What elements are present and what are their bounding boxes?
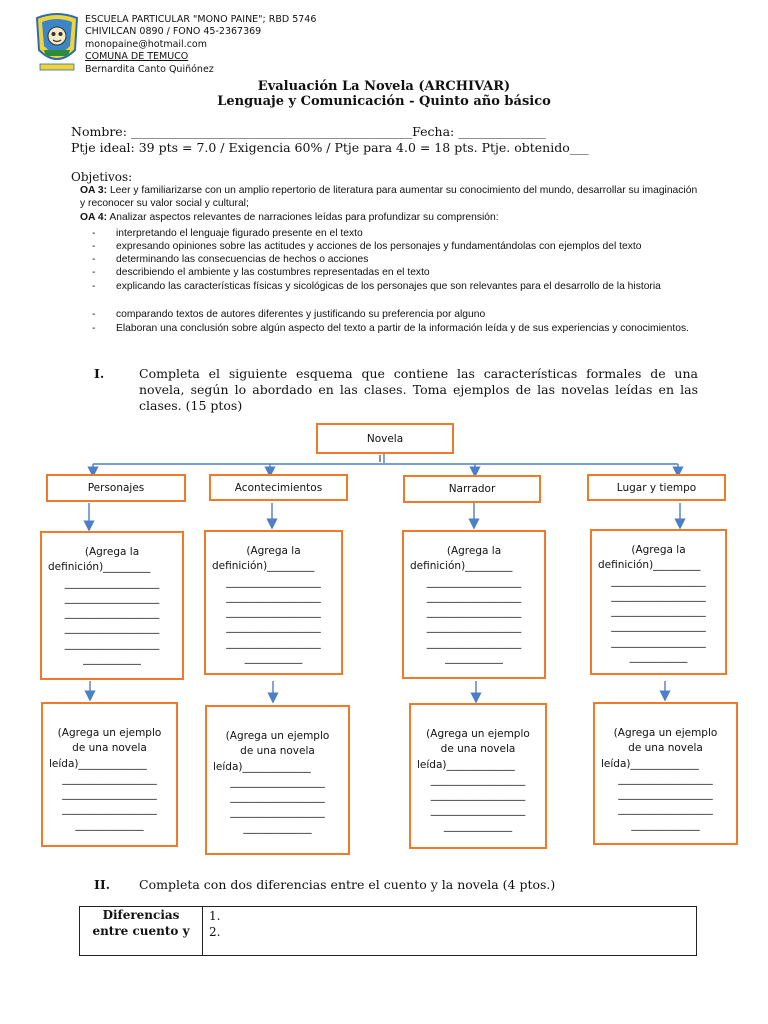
branch-lugar-tiempo: Lugar y tiempo (587, 474, 726, 501)
differences-table (79, 906, 697, 956)
example-box-lugar-tiempo[interactable]: (Agrega un ejemplo de una novela leída)_____________ __________________ __________________ __________________ _____________ (593, 702, 738, 845)
school-name: ESCUELA PARTICULAR "MONO PAINE"; RBD 5746 (85, 14, 317, 25)
objectives-heading: Objetivos: (71, 170, 133, 184)
differences-answers[interactable] (203, 907, 697, 956)
objective-bullet: - describiendo el ambiente y las costumbres representadas en el texto (92, 267, 430, 278)
objective-bullet: - expresando opiniones sobre las actitudes y acciones de los personajes y fundamentándolas con ejemplos del texto (92, 241, 642, 252)
difference-item-1[interactable]: 1. (209, 909, 221, 923)
definition-box-narrador[interactable]: (Agrega la definición)_________ __________________ __________________ __________________ __________________ __________________ ___________ (402, 530, 546, 679)
oa3-text: Leer y familiarizarse con un amplio repertorio de literatura para aumentar su conocimiento del mundo, desarrollar su imaginación y reconocer su valor social y cultural; (80, 185, 698, 209)
example-box-narrador[interactable]: (Agrega un ejemplo de una novela leída)_____________ __________________ __________________ __________________ _____________ (409, 703, 547, 849)
objective-bullet: - explicando las características físicas y sicológicas de los personajes que son relevantes para el desarrollo de la historia (92, 281, 661, 292)
school-email: monopaine@hotmail.com (85, 38, 207, 50)
objective-bullet: - comparando textos de autores diferentes y justificando su preferencia por alguno (92, 309, 486, 320)
section-1-number: I. (94, 366, 105, 381)
name-label: Nombre: (71, 124, 131, 139)
definition-box-acontecimientos[interactable]: (Agrega la definición)_________ __________________ __________________ __________________ __________________ __________________ ___________ (204, 530, 343, 675)
example-box-acontecimientos[interactable]: (Agrega un ejemplo de una novela leída)_____________ __________________ __________________ __________________ _____________ (205, 705, 350, 855)
diagram-root-novela: Novela (316, 423, 454, 454)
branch-narrador: Narrador (403, 475, 541, 503)
objective-bullet: - determinando las consecuencias de hechos o acciones (92, 254, 369, 265)
branch-personajes: Personajes (46, 474, 186, 502)
school-address: CHIVILCAN 0890 / FONO 45-2367369 (85, 26, 262, 38)
page-subtitle: Lenguaje y Comunicación - Quinto año básico (217, 94, 551, 109)
objective-bullet: - interpretando el lenguaje figurado presente en el texto (92, 228, 363, 239)
differences-header: Diferencias entre cuento y (80, 907, 203, 956)
difference-item-2[interactable]: 2. (209, 925, 221, 939)
page-title: Evaluación La Novela (ARCHIVAR) (257, 79, 511, 94)
school-commune: COMUNA DE TEMUCO (85, 51, 189, 63)
oa4-code: OA 4: (80, 212, 108, 223)
date-blank[interactable]: ______________ (458, 124, 546, 139)
score-line: Ptje ideal: 39 pts = 7.0 / Exigencia 60% / Ptje para 4.0 = 18 pts. Ptje. obtenido___ (71, 140, 589, 155)
section-1-instructions: Completa el siguiente esquema que contiene las características formales de una novela, según lo abordado en las clases. Toma ejemplos de las novelas leídas en las clases. (15 ptos) (139, 366, 698, 413)
section-2-number: II. (94, 877, 111, 892)
oa4-text: Analizar aspectos relevantes de narraciones leídas para profundizar su comprensión: (107, 212, 499, 223)
example-box-personajes[interactable]: (Agrega un ejemplo de una novela leída)_____________ __________________ __________________ __________________ _____________ (41, 702, 178, 847)
objective-bullet: - Elaboran una conclusión sobre algún aspecto del texto a partir de la información leída y de sus experiencias y conocimientos. (92, 323, 689, 334)
name-blank[interactable]: _____________________________________________ (130, 124, 413, 139)
definition-box-lugar-tiempo[interactable]: (Agrega la definición)_________ __________________ __________________ __________________ __________________ __________________ ___________ (590, 529, 727, 675)
section-2 (94, 877, 698, 893)
oa3-code: OA 3: (80, 185, 108, 196)
branch-acontecimientos: Acontecimientos (209, 474, 348, 501)
teacher-name: Bernardita Canto Quiñónez (85, 63, 214, 75)
date-label: Fecha: (412, 124, 459, 139)
definition-box-personajes[interactable]: (Agrega la definición)_________ __________________ __________________ __________________ __________________ __________________ ___________ (40, 531, 184, 680)
section-2-instructions: Completa con dos diferencias entre el cuento y la novela (4 ptos.) (139, 877, 556, 892)
